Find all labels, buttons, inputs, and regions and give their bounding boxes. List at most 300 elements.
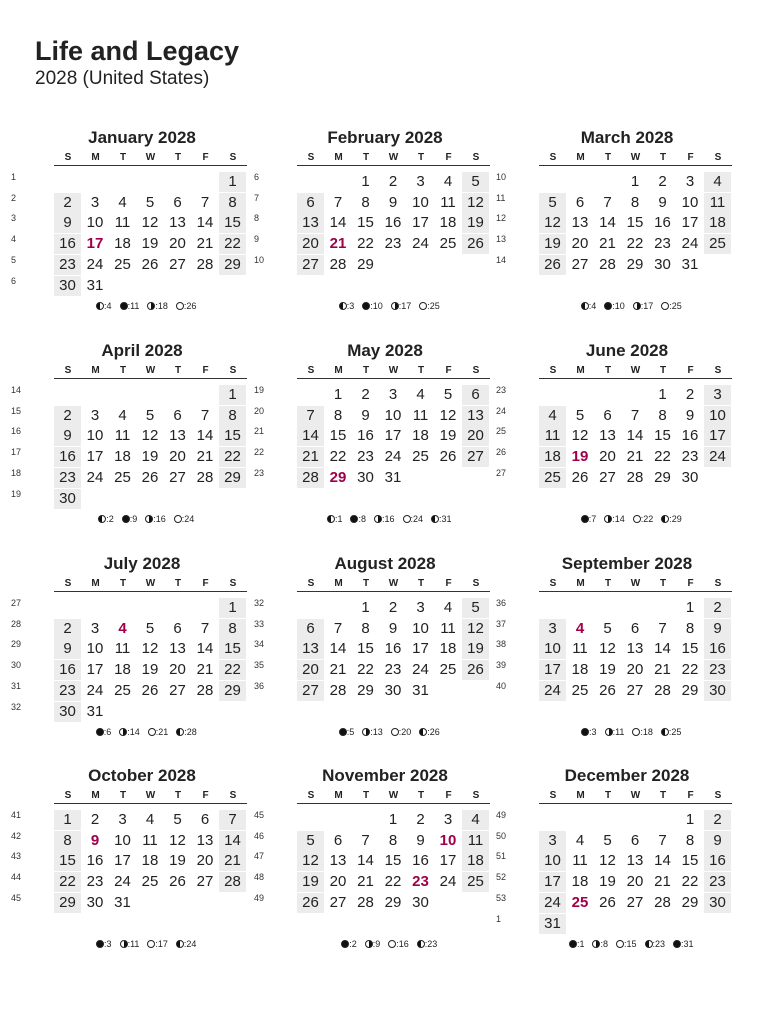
day-cell[interactable]: 21 [297,447,324,467]
day-cell[interactable]: 1 [361,173,370,190]
day-cell[interactable]: 22 [219,447,246,467]
day-cell[interactable]: 28 [654,681,671,699]
day-cell[interactable]: 18 [412,427,429,445]
day-cell[interactable]: 14 [654,640,671,658]
day-cell[interactable]: 18 [439,640,457,658]
day-cell[interactable]: 7 [200,619,210,637]
day-cell[interactable]: 26 [297,893,324,913]
day-cell[interactable]: 27 [297,681,324,701]
day-cell[interactable]: 6 [297,619,324,639]
day-cell[interactable]: 26 [539,255,566,275]
day-cell[interactable]: 4 [443,599,453,616]
day-cell[interactable]: 9 [54,213,81,233]
day-cell[interactable]: 5 [575,406,585,424]
day-cell[interactable]: 14 [297,426,324,446]
day-cell[interactable]: 3 [90,193,100,211]
day-cell[interactable]: 25 [571,893,589,911]
day-cell[interactable]: 24 [86,681,104,699]
day-cell[interactable]: 2 [704,810,731,830]
day-cell[interactable]: 26 [169,873,186,891]
day-cell[interactable]: 1 [658,386,667,403]
day-cell[interactable]: 5 [297,831,324,851]
day-cell[interactable]: 2 [388,599,398,616]
day-cell[interactable]: 3 [90,406,100,424]
day-cell[interactable]: 28 [297,468,324,488]
day-cell[interactable]: 2 [90,811,100,828]
day-cell[interactable]: 15 [329,427,347,445]
day-cell[interactable]: 22 [54,872,81,892]
day-cell[interactable]: 28 [329,255,347,273]
day-cell[interactable]: 9 [361,406,370,424]
day-cell[interactable]: 20 [169,235,186,253]
day-cell[interactable]: 15 [357,640,374,658]
day-cell[interactable]: 23 [704,660,731,680]
day-cell[interactable]: 23 [384,235,402,253]
day-cell[interactable]: 4 [118,406,127,424]
day-cell[interactable]: 29 [219,255,246,275]
day-cell[interactable]: 6 [575,193,585,211]
day-cell[interactable]: 21 [357,873,374,891]
day-cell[interactable]: 27 [626,893,644,911]
day-cell[interactable]: 19 [297,872,324,892]
day-cell[interactable]: 13 [196,831,214,849]
day-cell[interactable]: 22 [329,448,347,466]
day-cell[interactable]: 2 [54,619,81,639]
day-cell[interactable]: 19 [462,639,489,659]
day-cell[interactable]: 15 [681,852,699,870]
day-cell[interactable]: 23 [704,872,731,892]
day-cell[interactable]: 23 [54,468,81,488]
day-cell[interactable]: 19 [599,661,616,679]
day-cell[interactable]: 11 [114,640,131,658]
day-cell[interactable]: 20 [169,448,186,466]
day-cell[interactable]: 18 [141,852,159,870]
day-cell[interactable]: 3 [685,173,695,190]
day-cell[interactable]: 26 [141,255,159,273]
day-cell[interactable]: 5 [539,193,566,213]
day-cell[interactable]: 29 [681,893,699,911]
day-cell[interactable]: 3 [416,173,425,190]
day-cell[interactable]: 21 [654,873,671,891]
day-cell[interactable]: 9 [658,193,667,211]
day-cell[interactable]: 11 [114,214,131,232]
day-cell[interactable]: 27 [626,681,644,699]
day-cell[interactable]: 1 [219,598,246,618]
day-cell[interactable]: 17 [439,852,457,870]
day-cell[interactable]: 31 [86,702,104,720]
day-cell[interactable]: 2 [388,173,398,190]
day-cell[interactable]: 2 [54,193,81,213]
day-cell[interactable]: 6 [630,619,640,637]
day-cell[interactable]: 15 [219,426,246,446]
day-cell[interactable]: 9 [704,619,731,639]
day-cell[interactable]: 6 [630,831,640,849]
day-cell[interactable]: 12 [141,214,159,232]
day-cell[interactable]: 5 [145,193,155,211]
day-cell[interactable]: 2 [416,811,425,828]
day-cell[interactable]: 19 [462,213,489,233]
day-cell[interactable]: 30 [654,255,671,273]
day-cell[interactable]: 16 [384,214,402,232]
day-cell[interactable]: 3 [704,385,731,405]
day-cell[interactable]: 16 [681,427,699,445]
day-cell[interactable]: 10 [412,619,429,637]
day-cell[interactable]: 10 [412,193,429,211]
day-cell[interactable]: 22 [219,234,246,254]
day-cell[interactable]: 4 [118,619,127,637]
day-cell[interactable]: 24 [384,448,402,466]
day-cell[interactable]: 19 [141,448,159,466]
day-cell[interactable]: 19 [539,234,566,254]
day-cell[interactable]: 27 [571,255,589,273]
day-cell[interactable]: 16 [357,427,374,445]
day-cell[interactable]: 27 [329,893,347,911]
day-cell[interactable]: 24 [86,255,104,273]
day-cell[interactable]: 4 [443,173,453,190]
day-cell[interactable]: 20 [626,661,644,679]
day-cell[interactable]: 5 [173,811,182,828]
day-cell[interactable]: 4 [118,193,127,211]
day-cell[interactable]: 22 [626,235,644,253]
day-cell[interactable]: 14 [357,852,374,870]
day-cell[interactable]: 20 [196,852,214,870]
day-cell[interactable]: 6 [173,406,182,424]
day-cell[interactable]: 12 [539,213,566,233]
day-cell[interactable]: 16 [384,640,402,658]
day-cell[interactable]: 24 [412,235,429,253]
day-cell[interactable]: 28 [196,681,214,699]
day-cell[interactable]: 18 [114,661,131,679]
day-cell[interactable]: 18 [114,235,131,253]
day-cell[interactable]: 25 [462,872,489,892]
day-cell[interactable]: 11 [142,831,158,849]
day-cell[interactable]: 17 [412,214,429,232]
day-cell[interactable]: 9 [388,193,398,211]
day-cell[interactable]: 15 [219,213,246,233]
day-cell[interactable]: 7 [333,619,343,637]
day-cell[interactable]: 25 [412,448,429,466]
day-cell[interactable]: 1 [388,811,398,828]
day-cell[interactable]: 5 [145,619,155,637]
day-cell[interactable]: 5 [443,386,453,403]
day-cell[interactable]: 15 [654,427,671,445]
day-cell[interactable]: 25 [114,468,131,486]
day-cell[interactable]: 10 [681,193,699,211]
day-cell[interactable]: 11 [704,193,731,213]
day-cell[interactable]: 23 [681,448,699,466]
day-cell[interactable]: 27 [169,681,186,699]
day-cell[interactable]: 7 [630,406,640,424]
day-cell[interactable]: 19 [599,873,616,891]
day-cell[interactable]: 30 [704,893,731,913]
day-cell[interactable]: 11 [412,406,429,424]
day-cell[interactable]: 29 [681,681,699,699]
day-cell[interactable]: 27 [169,468,186,486]
day-cell[interactable]: 8 [658,406,667,424]
day-cell[interactable]: 13 [329,852,347,870]
day-cell[interactable]: 14 [219,831,246,851]
day-cell[interactable]: 16 [54,447,81,467]
day-cell[interactable]: 9 [54,639,81,659]
day-cell[interactable]: 15 [219,639,246,659]
day-cell[interactable]: 19 [571,448,589,466]
day-cell[interactable]: 20 [462,426,489,446]
day-cell[interactable]: 16 [54,234,81,254]
day-cell[interactable]: 7 [219,810,246,830]
day-cell[interactable]: 30 [54,489,81,509]
day-cell[interactable]: 7 [200,193,210,211]
day-cell[interactable]: 9 [54,426,81,446]
day-cell[interactable]: 6 [603,406,612,424]
day-cell[interactable]: 18 [571,873,589,891]
day-cell[interactable]: 3 [416,599,425,616]
day-cell[interactable]: 28 [329,681,347,699]
day-cell[interactable]: 1 [219,385,246,405]
day-cell[interactable]: 22 [681,873,699,891]
day-cell[interactable]: 31 [86,276,104,294]
day-cell[interactable]: 8 [685,619,695,637]
day-cell[interactable]: 23 [54,681,81,701]
day-cell[interactable]: 29 [357,255,374,273]
day-cell[interactable]: 21 [196,235,214,253]
day-cell[interactable]: 3 [539,831,566,851]
day-cell[interactable]: 1 [685,599,695,616]
day-cell[interactable]: 17 [384,427,402,445]
day-cell[interactable]: 29 [357,681,374,699]
day-cell[interactable]: 22 [219,660,246,680]
day-cell[interactable]: 12 [599,640,616,658]
day-cell[interactable]: 9 [388,619,398,637]
day-cell[interactable]: 22 [357,661,374,679]
day-cell[interactable]: 17 [681,214,699,232]
day-cell[interactable]: 24 [86,468,104,486]
day-cell[interactable]: 23 [654,235,671,253]
day-cell[interactable]: 25 [439,235,457,253]
day-cell[interactable]: 16 [412,852,429,870]
day-cell[interactable]: 5 [462,598,489,618]
day-cell[interactable]: 10 [114,831,131,849]
day-cell[interactable]: 13 [297,213,324,233]
day-cell[interactable]: 30 [681,468,699,486]
day-cell[interactable]: 24 [539,893,566,913]
day-cell[interactable]: 15 [357,214,374,232]
day-cell[interactable]: 25 [114,255,131,273]
day-cell[interactable]: 14 [626,427,644,445]
day-cell[interactable]: 3 [539,619,566,639]
day-cell[interactable]: 26 [462,234,489,254]
day-cell[interactable]: 8 [219,406,246,426]
day-cell[interactable]: 10 [539,639,566,659]
day-cell[interactable]: 10 [384,406,402,424]
day-cell[interactable]: 29 [329,468,347,486]
day-cell[interactable]: 29 [219,681,246,701]
day-cell[interactable]: 24 [704,447,731,467]
day-cell[interactable]: 13 [169,427,186,445]
day-cell[interactable]: 20 [297,660,324,680]
day-cell[interactable]: 28 [357,893,374,911]
day-cell[interactable]: 4 [462,810,489,830]
day-cell[interactable]: 4 [145,811,155,828]
day-cell[interactable]: 7 [658,619,667,637]
day-cell[interactable]: 21 [599,235,616,253]
day-cell[interactable]: 16 [704,851,731,871]
day-cell[interactable]: 1 [54,810,81,830]
day-cell[interactable]: 12 [141,427,159,445]
day-cell[interactable]: 2 [685,386,695,403]
day-cell[interactable]: 1 [685,811,695,828]
day-cell[interactable]: 16 [704,639,731,659]
day-cell[interactable]: 23 [54,255,81,275]
day-cell[interactable]: 25 [571,681,589,699]
day-cell[interactable]: 31 [114,893,131,911]
day-cell[interactable]: 14 [329,214,347,232]
day-cell[interactable]: 7 [200,406,210,424]
day-cell[interactable]: 26 [439,448,457,466]
day-cell[interactable]: 6 [333,831,343,849]
day-cell[interactable]: 18 [539,447,566,467]
day-cell[interactable]: 27 [196,873,214,891]
day-cell[interactable]: 8 [361,619,370,637]
day-cell[interactable]: 23 [357,448,374,466]
day-cell[interactable]: 10 [86,427,104,445]
day-cell[interactable]: 8 [219,619,246,639]
day-cell[interactable]: 16 [654,214,671,232]
day-cell[interactable]: 7 [333,193,343,211]
day-cell[interactable]: 10 [539,851,566,871]
day-cell[interactable]: 3 [443,811,453,828]
day-cell[interactable]: 29 [626,255,644,273]
day-cell[interactable]: 13 [297,639,324,659]
day-cell[interactable]: 27 [169,255,186,273]
day-cell[interactable]: 9 [416,831,425,849]
day-cell[interactable]: 29 [654,468,671,486]
day-cell[interactable]: 5 [603,619,612,637]
day-cell[interactable]: 31 [681,255,699,273]
day-cell[interactable]: 26 [462,660,489,680]
day-cell[interactable]: 14 [599,214,616,232]
day-cell[interactable]: 27 [297,255,324,275]
day-cell[interactable]: 12 [571,427,589,445]
day-cell[interactable]: 29 [54,893,81,913]
day-cell[interactable]: 30 [412,893,429,911]
day-cell[interactable]: 26 [599,681,616,699]
day-cell[interactable]: 20 [571,235,589,253]
day-cell[interactable]: 13 [169,640,186,658]
day-cell[interactable]: 6 [173,619,182,637]
day-cell[interactable]: 13 [462,406,489,426]
day-cell[interactable]: 30 [384,681,402,699]
day-cell[interactable]: 10 [439,831,457,849]
day-cell[interactable]: 16 [86,852,104,870]
day-cell[interactable]: 23 [412,873,429,891]
day-cell[interactable]: 28 [196,255,214,273]
day-cell[interactable]: 21 [196,661,214,679]
day-cell[interactable]: 31 [384,468,402,486]
day-cell[interactable]: 8 [333,406,343,424]
day-cell[interactable]: 21 [329,235,347,253]
day-cell[interactable]: 20 [329,873,347,891]
day-cell[interactable]: 4 [575,831,585,849]
day-cell[interactable]: 11 [572,640,588,658]
day-cell[interactable]: 16 [54,660,81,680]
day-cell[interactable]: 21 [626,448,644,466]
day-cell[interactable]: 24 [539,681,566,701]
day-cell[interactable]: 25 [704,234,731,254]
day-cell[interactable]: 23 [384,661,402,679]
day-cell[interactable]: 5 [145,406,155,424]
day-cell[interactable]: 3 [118,811,127,828]
day-cell[interactable]: 12 [169,831,186,849]
day-cell[interactable]: 17 [412,640,429,658]
day-cell[interactable]: 1 [333,386,343,403]
day-cell[interactable]: 1 [361,599,370,616]
day-cell[interactable]: 24 [412,661,429,679]
day-cell[interactable]: 15 [54,851,81,871]
day-cell[interactable]: 14 [196,214,214,232]
day-cell[interactable]: 17 [704,426,731,446]
day-cell[interactable]: 30 [54,276,81,296]
day-cell[interactable]: 14 [196,427,214,445]
day-cell[interactable]: 11 [462,831,489,851]
day-cell[interactable]: 29 [219,468,246,488]
day-cell[interactable]: 17 [539,660,566,680]
day-cell[interactable]: 26 [599,893,616,911]
day-cell[interactable]: 26 [141,468,159,486]
day-cell[interactable]: 28 [599,255,616,273]
day-cell[interactable]: 20 [599,448,616,466]
day-cell[interactable]: 18 [114,448,131,466]
day-cell[interactable]: 31 [412,681,429,699]
day-cell[interactable]: 18 [439,214,457,232]
day-cell[interactable]: 5 [603,831,612,849]
day-cell[interactable]: 11 [440,193,456,211]
day-cell[interactable]: 28 [196,468,214,486]
day-cell[interactable]: 22 [654,448,671,466]
day-cell[interactable]: 31 [539,914,566,934]
day-cell[interactable]: 25 [114,681,131,699]
day-cell[interactable]: 29 [384,893,402,911]
day-cell[interactable]: 19 [169,852,186,870]
day-cell[interactable]: 26 [141,681,159,699]
day-cell[interactable]: 30 [704,681,731,701]
day-cell[interactable]: 6 [173,193,182,211]
day-cell[interactable]: 3 [90,619,100,637]
day-cell[interactable]: 25 [539,468,566,488]
day-cell[interactable]: 30 [86,893,104,911]
day-cell[interactable]: 17 [86,661,104,679]
day-cell[interactable]: 8 [361,193,370,211]
day-cell[interactable]: 8 [54,831,81,851]
day-cell[interactable]: 17 [86,448,104,466]
day-cell[interactable]: 22 [357,235,374,253]
day-cell[interactable]: 2 [361,386,370,403]
day-cell[interactable]: 12 [599,852,616,870]
day-cell[interactable]: 8 [219,193,246,213]
day-cell[interactable]: 15 [384,852,402,870]
day-cell[interactable]: 10 [704,406,731,426]
day-cell[interactable]: 6 [200,811,210,828]
day-cell[interactable]: 1 [630,173,640,190]
day-cell[interactable]: 13 [169,214,186,232]
day-cell[interactable]: 9 [90,831,100,849]
day-cell[interactable]: 14 [654,852,671,870]
day-cell[interactable]: 17 [114,852,131,870]
day-cell[interactable]: 19 [439,427,457,445]
day-cell[interactable]: 28 [219,872,246,892]
day-cell[interactable]: 12 [141,640,159,658]
day-cell[interactable]: 20 [169,661,186,679]
day-cell[interactable]: 20 [626,873,644,891]
